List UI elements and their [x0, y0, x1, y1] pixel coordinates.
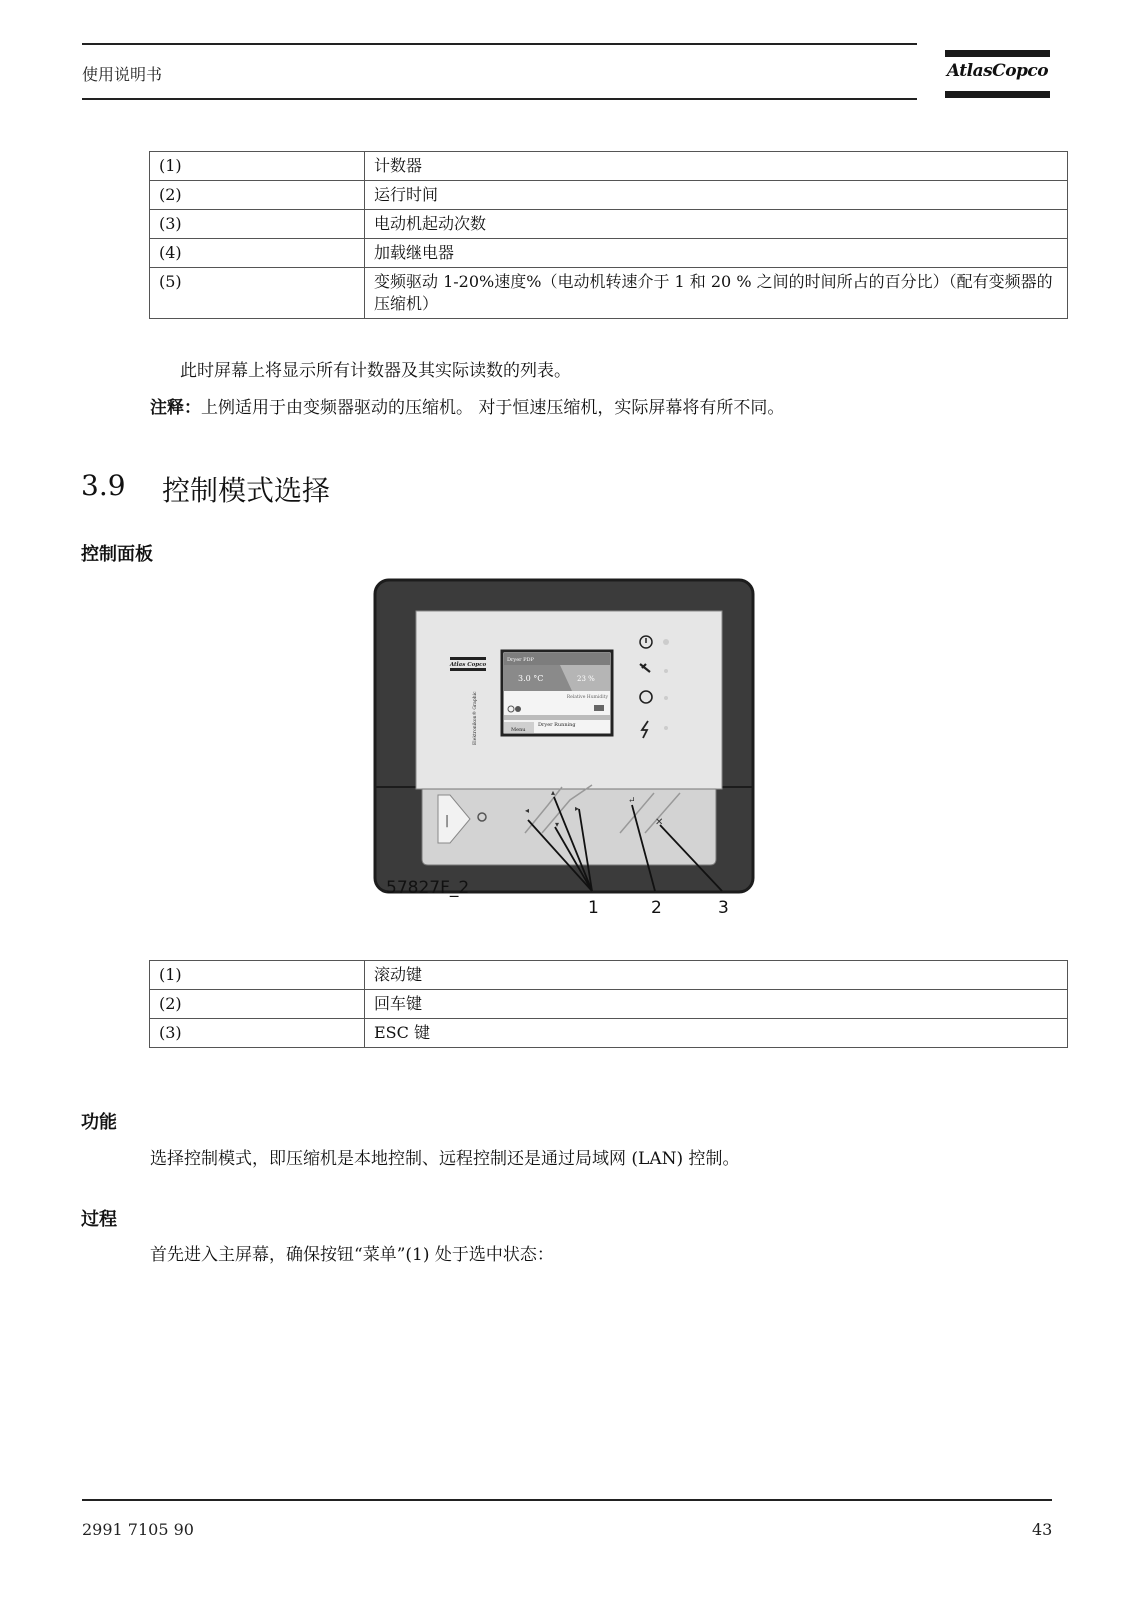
- figure-id: 57827F_2: [386, 878, 470, 898]
- note-label: 注释：: [150, 398, 201, 418]
- atlas-copco-logo: [945, 50, 1050, 100]
- control-panel-heading: 控制面板: [81, 544, 153, 565]
- procedure-heading: 过程: [81, 1209, 117, 1230]
- table-row: (2) 回车键: [150, 990, 1068, 1019]
- control-panel-figure: [370, 575, 770, 935]
- brand-mini-text: Atlas Copco: [449, 662, 487, 668]
- header-top-rule: [82, 43, 917, 45]
- paragraph-counters: 此时屏幕上将显示所有计数器及其实际读数的列表。: [180, 361, 571, 381]
- procedure-text: 首先进入主屏幕，确保按钮“菜单”(1) 处于选中状态：: [150, 1245, 554, 1265]
- function-text: 选择控制模式，即压缩机是本地控制、远程控制还是通过局域网 (LAN) 控制。: [150, 1149, 740, 1169]
- screen-menu: Menu: [511, 727, 526, 733]
- counters-table: [149, 151, 1068, 319]
- table-row: (4) 加载继电器: [150, 239, 1068, 268]
- table-row: (3) ESC 键: [150, 1019, 1068, 1048]
- screen-sub-label: Relative Humidity: [566, 695, 608, 700]
- svg-text:◂: ◂: [525, 806, 530, 815]
- header-title: 使用说明书: [82, 65, 163, 84]
- table-row: (1) 计数器: [150, 152, 1068, 181]
- screen-title: Dryer PDP: [507, 657, 534, 663]
- doc-number: 2991 7105 90: [82, 1520, 194, 1539]
- display-screen: [502, 651, 612, 735]
- keys-table: [149, 960, 1068, 1048]
- table-row: (3) 电动机起动次数: [150, 210, 1068, 239]
- screen-status: Dryer Running: [538, 722, 576, 728]
- enter-key[interactable]: ↵: [628, 796, 636, 806]
- esc-key[interactable]: ✕: [655, 817, 664, 828]
- page-number: 43: [1032, 1520, 1053, 1539]
- table-row: (5) 变频驱动 1-20%速度%（电动机转速介于 1 和 20 % 之间的时间所占的百分比）（配有变频器的压缩机）: [150, 268, 1068, 319]
- vertical-label: Elektronikon® Graphic: [473, 691, 478, 745]
- section-title: 控制模式选择: [162, 474, 331, 507]
- screen-temp: 3.0 °C: [518, 674, 544, 683]
- callout-1: 1: [588, 898, 599, 918]
- footer-rule: [82, 1499, 1052, 1501]
- callout-3: 3: [718, 898, 729, 918]
- section-number: 3.9: [81, 469, 126, 502]
- function-heading: 功能: [81, 1112, 117, 1133]
- logo-text: AtlasCopco: [946, 61, 1049, 81]
- svg-text:|: |: [445, 813, 450, 827]
- svg-text:▸: ▸: [575, 804, 580, 813]
- header-bottom-rule: [82, 98, 917, 100]
- note: [150, 396, 784, 420]
- brand-mini-logo: [449, 657, 487, 671]
- svg-text:▾: ▾: [555, 820, 560, 829]
- table-row: (2) 运行时间: [150, 181, 1068, 210]
- note-text: 上例适用于由变频器驱动的压缩机。 对于恒速压缩机，实际屏幕将有所不同。: [201, 398, 785, 418]
- callout-2: 2: [651, 898, 662, 918]
- svg-text:▴: ▴: [551, 788, 556, 797]
- screen-percent: 23 %: [577, 675, 595, 683]
- table-row: (1) 滚动键: [150, 961, 1068, 990]
